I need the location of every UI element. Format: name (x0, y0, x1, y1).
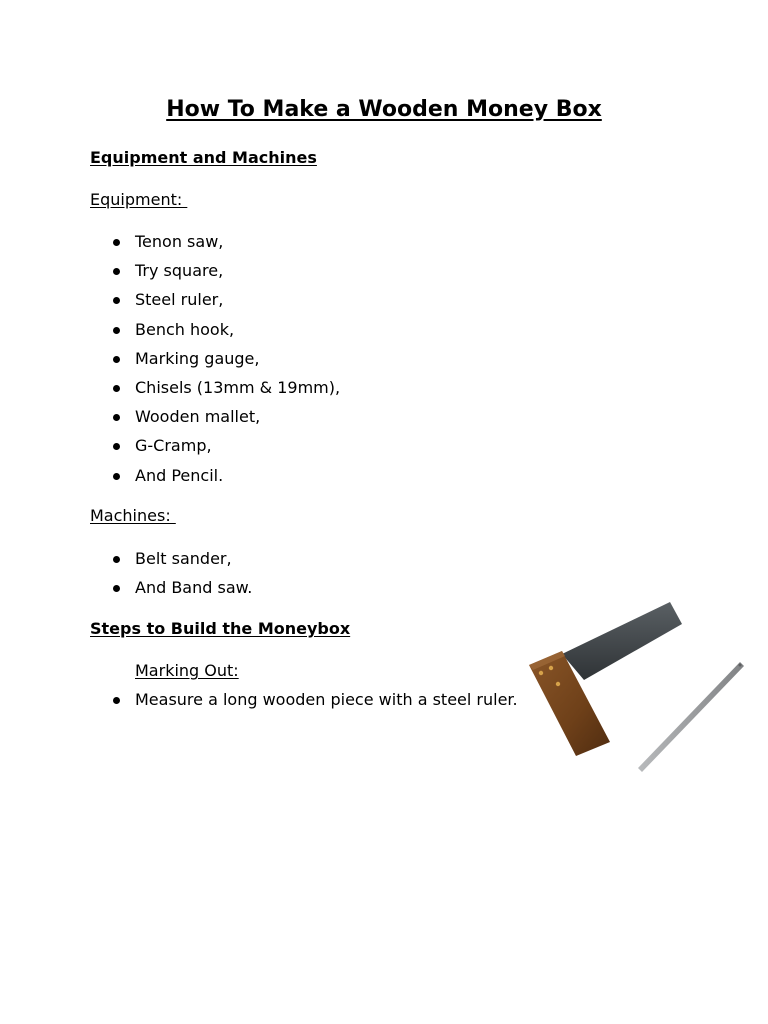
machines-label: Machines: (90, 506, 176, 525)
bullet-icon (113, 297, 120, 304)
equipment-and-machines-heading: Equipment and Machines (90, 148, 317, 167)
list-item: G-Cramp, (0, 435, 340, 464)
bullet-icon (113, 268, 120, 275)
list-item: Try square, (0, 260, 340, 289)
equipment-list (0, 231, 340, 494)
list-item: Belt sander, (0, 548, 252, 577)
bullet-icon (113, 697, 120, 704)
list-item: And Band saw. (0, 577, 252, 606)
marking-out-label: Marking Out: (135, 661, 239, 680)
list-item: And Pencil. (0, 465, 340, 494)
bullet-icon (113, 356, 120, 363)
steps-list (0, 689, 518, 718)
page-title: How To Make a Wooden Money Box (166, 97, 602, 122)
equipment-label: Equipment: (90, 190, 188, 209)
bullet-icon (113, 556, 120, 563)
bullet-icon (113, 327, 120, 334)
machines-list (0, 548, 252, 606)
try-square-icon (529, 602, 682, 756)
list-item: Measure a long wooden piece with a steel ruler. (0, 689, 518, 718)
bullet-icon (113, 443, 120, 450)
bullet-icon (113, 239, 120, 246)
list-item: Marking gauge, (0, 348, 340, 377)
rivet-icon (539, 671, 543, 675)
bullet-icon (113, 585, 120, 592)
list-item: Chisels (13mm & 19mm), (0, 377, 340, 406)
list-item: Bench hook, (0, 319, 340, 348)
rivet-icon (556, 682, 560, 686)
steps-heading: Steps to Build the Moneybox (90, 619, 351, 638)
list-item: Tenon saw, (0, 231, 340, 260)
list-item: Wooden mallet, (0, 406, 340, 435)
try-square-blade (562, 602, 682, 680)
bullet-icon (113, 473, 120, 480)
steel-ruler-body (638, 662, 744, 772)
steel-ruler-icon (638, 662, 744, 772)
bullet-icon (113, 414, 120, 421)
tools-illustration (520, 596, 750, 778)
ruler-hole-icon (739, 664, 742, 667)
rivet-icon (549, 666, 553, 670)
list-item: Steel ruler, (0, 289, 340, 318)
bullet-icon (113, 385, 120, 392)
